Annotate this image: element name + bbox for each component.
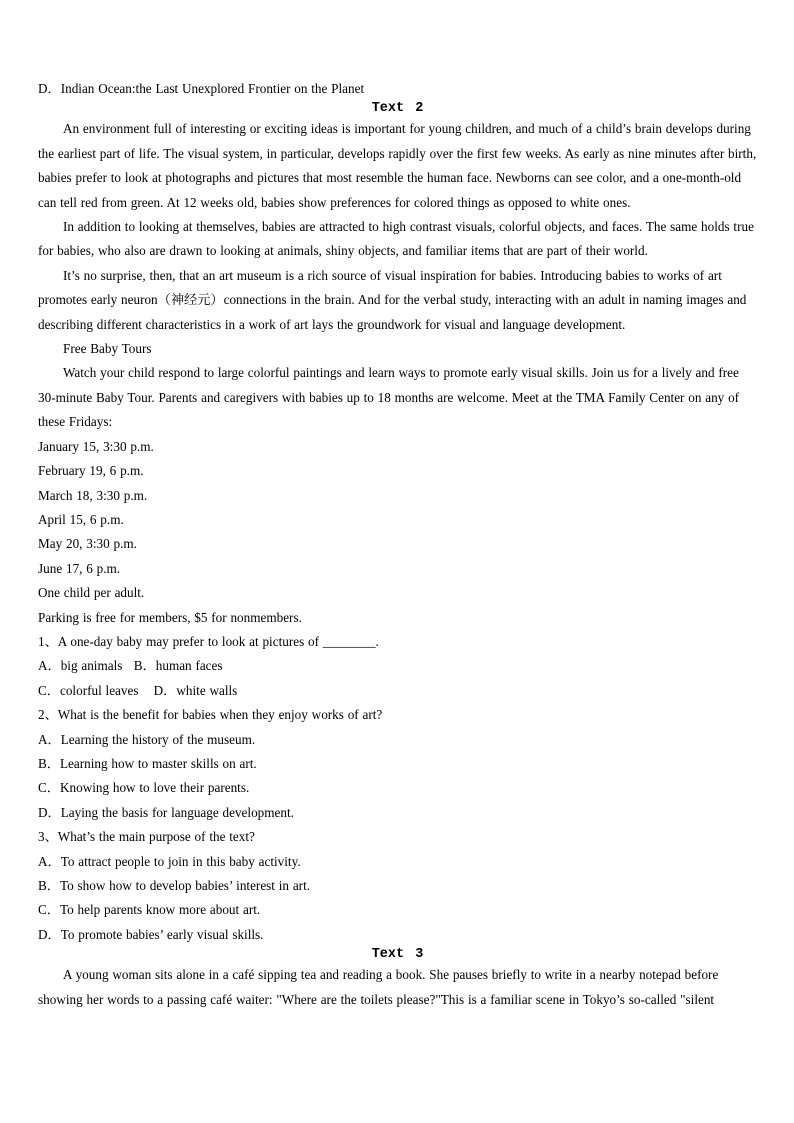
schedule-note-parking: Parking is free for members, $5 for nonmembers.: [38, 609, 302, 625]
question-2-option-d: D．Laying the basis for language development.: [38, 804, 294, 820]
text2-tour-title: Free Baby Tours: [63, 341, 152, 357]
text2-tour-paragraph: Watch your child respond to large colorful paintings and learn ways to promote early visual skills. Join us for a lively and free 30-minute Baby Tour. Parents and caregivers with babies up to 18 months are welcome. Meet at the TMA Family Center on any of these Fridays:: [38, 365, 743, 430]
question-3-option-c: C．To help parents know more about art.: [38, 902, 261, 918]
text2-heading: Text 2: [371, 101, 424, 117]
question-2-option-b: B．Learning how to master skills on art.: [38, 755, 257, 771]
question-1-stem: 1、A one-day baby may prefer to look at pictures of ________.: [38, 633, 379, 649]
schedule-item-may: May 20, 3:30 p.m.: [38, 536, 137, 552]
question-1: [38, 630, 757, 703]
text2-paragraph-2: In addition to looking at themselves, babies are attracted to high contrast visuals, colorful objects, and faces. The same holds true for babies, who also are drawn to looking at animals, shiny objects, and familiar items that are part of their world.: [38, 219, 758, 259]
text2-paragraph-1: An environment full of interesting or exciting ideas is important for young children, and much of a child’s brain develops during the earliest part of life. The visual system, in particular, develops rapidly over the first few weeks. As early as nine minutes after birth, babies prefer to look at photographs and pictures that most resemble the human face. Newborns can see color, and a one-month-old can tell red from green. At 12 weeks old, babies show preferences for colored things as opposed to white ones.: [38, 121, 761, 210]
tour-schedule-list: [38, 435, 757, 630]
schedule-item-april: April 15, 6 p.m.: [38, 511, 124, 527]
text3-paragraph-1: A young woman sits alone in a café sipping tea and reading a book. She pauses briefly to write in a nearby notepad before showing her words to a passing café waiter: "Where are the toilets please?"This is a familiar scene in Tokyo’s so-called "silent: [38, 967, 723, 1007]
question-3-stem: 3、What’s the main purpose of the text?: [38, 829, 255, 845]
question-3: [38, 825, 757, 947]
question-2: [38, 703, 757, 825]
schedule-item-january: January 15, 3:30 p.m.: [38, 438, 154, 454]
question-2-option-a: A．Learning the history of the museum.: [38, 731, 256, 747]
schedule-note-one-child: One child per adult.: [38, 585, 145, 601]
previous-question-option-d: D．Indian Ocean:the Last Unexplored Frontier on the Planet: [38, 81, 365, 96]
schedule-item-june: June 17, 6 p.m.: [38, 560, 121, 576]
text2-paragraph-3: It’s no surprise, then, that an art museum is a rich source of visual inspiration for babies. Introducing babies to works of art promotes early neuron（神经元）connections in the brain. And for the verbal study, interacting with an adult in naming images and describing different characteristics in a work of art lays the groundwork for visual and language development.: [38, 267, 751, 332]
question-1-options-cd: C．colorful leaves D．white walls: [38, 682, 238, 698]
question-3-option-d: D．To promote babies’ early visual skills.: [38, 926, 264, 942]
question-2-option-c: C．Knowing how to love their parents.: [38, 780, 250, 796]
question-1-options-ab: A．big animals B．human faces: [38, 658, 223, 674]
page-content: [38, 77, 761, 1012]
question-3-option-a: A．To attract people to join in this baby activity.: [38, 853, 301, 869]
text3-heading: Text 3: [371, 947, 424, 963]
question-3-option-b: B．To show how to develop babies’ interest in art.: [38, 878, 311, 893]
schedule-item-february: February 19, 6 p.m.: [38, 463, 144, 479]
schedule-item-march: March 18, 3:30 p.m.: [38, 487, 148, 503]
question-2-stem: 2、What is the benefit for babies when they enjoy works of art?: [38, 707, 383, 723]
